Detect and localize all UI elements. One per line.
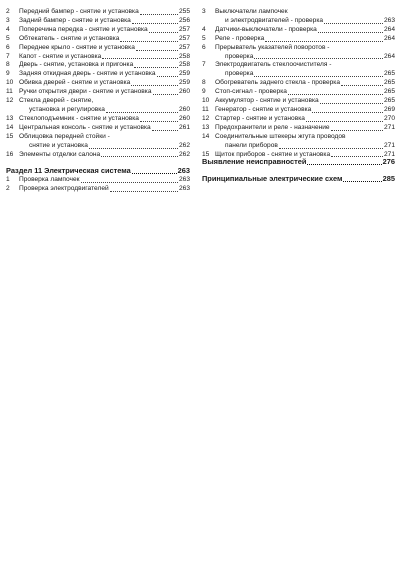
entry-number: 12: [202, 114, 210, 122]
toc-entry: [202, 79, 395, 88]
entry-number: 14: [202, 132, 210, 140]
entry-title: проверка: [225, 70, 254, 78]
dot-leader: [89, 148, 178, 149]
dot-leader: [140, 14, 178, 15]
entry-page: 256: [178, 16, 190, 24]
entry-page: 264: [383, 52, 395, 60]
toc-entry: [6, 8, 190, 17]
entry-page: 260: [178, 105, 190, 113]
entry-title: Элементы отделки салона: [19, 150, 101, 158]
toc-entry: [6, 97, 190, 115]
toc-entry: [6, 61, 190, 70]
toc-entry: [6, 53, 190, 62]
dot-leader: [102, 58, 178, 59]
entry-title: Задняя откидная дверь - снятие и установка: [19, 70, 156, 78]
entry-title-line1: Электродвигатель стеклоочистителя -: [215, 61, 332, 69]
entry-number: 6: [202, 43, 206, 51]
toc-entry: [202, 61, 395, 79]
entry-page: 265: [383, 70, 395, 78]
entry-page: 271: [383, 150, 395, 158]
toc-entry: [6, 88, 190, 97]
entry-number: 7: [202, 61, 206, 69]
section-title: Выявление неисправностей: [202, 157, 307, 166]
entry-title: Реле - проверка: [215, 34, 265, 42]
entry-page: 257: [178, 43, 190, 51]
entry-number: 9: [6, 70, 10, 78]
entry-number: 5: [202, 34, 206, 42]
entry-number: 16: [6, 150, 14, 158]
entry-page: 263: [178, 185, 190, 193]
entry-number: 11: [6, 88, 13, 96]
entry-page: 259: [178, 79, 190, 87]
entry-title: Обивка дверей - снятие и установка: [19, 79, 131, 87]
section-heading: [6, 166, 190, 176]
toc-entry: [6, 26, 190, 35]
dot-leader: [320, 103, 383, 104]
entry-number: 13: [202, 123, 210, 131]
entry-title: Обогреватель заднего стекла - проверка: [215, 79, 340, 87]
dot-leader: [110, 191, 178, 192]
entry-number: 6: [6, 43, 10, 51]
entry-page: 270: [383, 114, 395, 122]
entry-title: Дверь - снятие, установка и пригонка: [19, 61, 134, 69]
dot-leader: [140, 121, 178, 122]
section-page: 285: [382, 174, 395, 183]
dot-leader: [265, 41, 383, 42]
entry-page: 260: [178, 88, 190, 96]
entry-number: 9: [202, 88, 206, 96]
entry-title: проверка: [225, 52, 254, 60]
toc-entry: [202, 97, 395, 106]
entry-number: 15: [202, 150, 210, 158]
dot-leader: [343, 181, 381, 182]
dot-leader: [312, 112, 383, 113]
dot-leader: [149, 32, 178, 33]
toc-right-column: [202, 8, 395, 159]
toc-entry: [6, 17, 190, 26]
entry-title-line1: Стекла дверей - снятие,: [19, 97, 94, 105]
entry-number: 5: [6, 34, 10, 42]
entry-number: 4: [202, 25, 206, 33]
entry-title: Переднее крыло - снятие и установка: [19, 43, 135, 51]
toc-entry: [6, 176, 190, 185]
toc-entry: [6, 115, 190, 124]
dot-leader: [153, 94, 178, 95]
dot-leader: [307, 164, 381, 165]
entry-page: 262: [178, 141, 190, 149]
entry-page: 271: [383, 123, 395, 131]
entry-page: 264: [383, 25, 395, 33]
entry-number: 13: [6, 114, 14, 122]
entry-page: 265: [383, 79, 395, 87]
toc-entry: [6, 35, 190, 44]
entry-number: 11: [202, 105, 209, 113]
entry-title: Обтекатель - снятие и установка: [19, 34, 120, 42]
toc-entry: [6, 185, 190, 194]
entry-page: 258: [178, 61, 190, 69]
section-title: Раздел 11 Электрическая система: [6, 166, 131, 176]
toc-entry: [6, 79, 190, 88]
entry-number: 2: [6, 185, 10, 193]
entry-title-line1: Выключатели лампочек: [215, 8, 288, 15]
dot-leader: [136, 50, 178, 51]
entry-title: Генератор - снятие и установка: [215, 105, 312, 113]
dot-leader: [306, 121, 383, 122]
entry-page: 263: [178, 176, 190, 184]
dot-leader: [101, 156, 178, 157]
toc-entry: [202, 88, 395, 97]
entry-number: 8: [6, 61, 10, 69]
entry-number: 7: [6, 52, 10, 60]
entry-number: 12: [6, 97, 14, 105]
entry-title: Щиток приборов - снятие и установка: [215, 150, 331, 158]
section-page: 276: [382, 157, 395, 166]
dot-leader: [254, 58, 383, 59]
entry-number: 14: [6, 123, 14, 131]
toc-entry: [202, 106, 395, 115]
toc-entry: [202, 44, 395, 62]
entry-title-line1: Облицовка передней стойки -: [19, 132, 110, 140]
entry-number: 8: [202, 79, 206, 87]
section-page: 263: [177, 166, 190, 176]
toc-left-column: [6, 8, 190, 194]
entry-title: Центральная консоль - снятие и установка: [19, 123, 151, 131]
entry-number: 4: [6, 25, 10, 33]
entry-page: 261: [178, 123, 190, 131]
toc-entry: [202, 35, 395, 44]
toc-entry: [6, 70, 190, 79]
entry-title: Проверка электродвигателей: [19, 185, 109, 193]
entry-title: Капот - снятие и установка: [19, 52, 102, 60]
entry-title: Стеклоподъемник - снятие и установка: [19, 114, 139, 122]
entry-title: установка и регулировка: [29, 105, 105, 113]
entry-title: Ручки открытия двери - снятие и установка: [19, 88, 152, 96]
toc-entry: [202, 26, 395, 35]
entry-title: Предохранители и реле - назначение: [215, 123, 330, 131]
dot-leader: [331, 130, 383, 131]
entry-page: 265: [383, 97, 395, 105]
dot-leader: [288, 94, 383, 95]
toc-right-sections: [202, 157, 395, 184]
entry-title-line1: Соединительные штекеры жгута проводов: [215, 132, 346, 140]
toc-entry: [6, 133, 190, 151]
dot-leader: [132, 23, 178, 24]
dot-leader: [324, 23, 383, 24]
entry-title: снятие и установка: [29, 141, 88, 149]
entry-page: 259: [178, 70, 190, 78]
entry-number: 10: [202, 97, 210, 105]
toc-entry: [202, 115, 395, 124]
entry-page: 264: [383, 34, 395, 42]
dot-leader: [81, 182, 178, 183]
entry-number: 15: [6, 132, 14, 140]
entry-title: панели приборов: [225, 141, 278, 149]
entry-title-line1: Прерыватель указателей поворотов -: [215, 43, 330, 51]
dot-leader: [152, 130, 178, 131]
entry-title: Передний бампер - снятие и установка: [19, 8, 139, 15]
dot-leader: [318, 32, 383, 33]
entry-number: 2: [6, 8, 10, 15]
entry-title: Проверка лампочек: [19, 176, 80, 184]
dot-leader: [131, 85, 178, 86]
entry-page: 255: [178, 8, 190, 15]
dot-leader: [132, 173, 177, 174]
dot-leader: [341, 85, 383, 86]
entry-page: 265: [383, 88, 395, 96]
dot-leader: [134, 67, 178, 68]
section-heading: [202, 174, 395, 184]
entry-page: 263: [383, 16, 395, 24]
entry-page: 269: [383, 105, 395, 113]
entry-number: 1: [6, 176, 10, 184]
dot-leader: [279, 148, 383, 149]
entry-page: 260: [178, 114, 190, 122]
entry-number: 3: [6, 16, 10, 24]
entry-title: Поперечина передка - снятие и установка: [19, 25, 148, 33]
dot-leader: [254, 76, 383, 77]
toc-entry: [202, 124, 395, 133]
entry-page: 257: [178, 25, 190, 33]
section-title: Принципиальные электрические схем: [202, 174, 343, 183]
entry-title: Датчики-выключатели - проверка: [215, 25, 317, 33]
entry-title: Задний бампер - снятие и установка: [19, 16, 131, 24]
entry-title: Стоп-сигнал - проверка: [215, 88, 287, 96]
toc-entry: [202, 8, 395, 26]
entry-page: 258: [178, 52, 190, 60]
section-heading: [202, 157, 395, 167]
entry-title: Стартер - снятие и установка: [215, 114, 305, 122]
entry-title: и электродвигателей - проверка: [225, 16, 324, 24]
entry-page: 262: [178, 150, 190, 158]
dot-leader: [106, 112, 178, 113]
dot-leader: [157, 76, 178, 77]
entry-number: 10: [6, 79, 14, 87]
entry-page: 257: [178, 34, 190, 42]
toc-entry: [6, 44, 190, 53]
toc-entry: [202, 133, 395, 151]
entry-page: 271: [383, 141, 395, 149]
dot-leader: [120, 41, 178, 42]
entry-number: 3: [202, 8, 206, 15]
toc-entry: [6, 151, 190, 160]
toc-entry: [6, 124, 190, 133]
entry-title: Аккумулятор - снятие и установка: [215, 97, 319, 105]
